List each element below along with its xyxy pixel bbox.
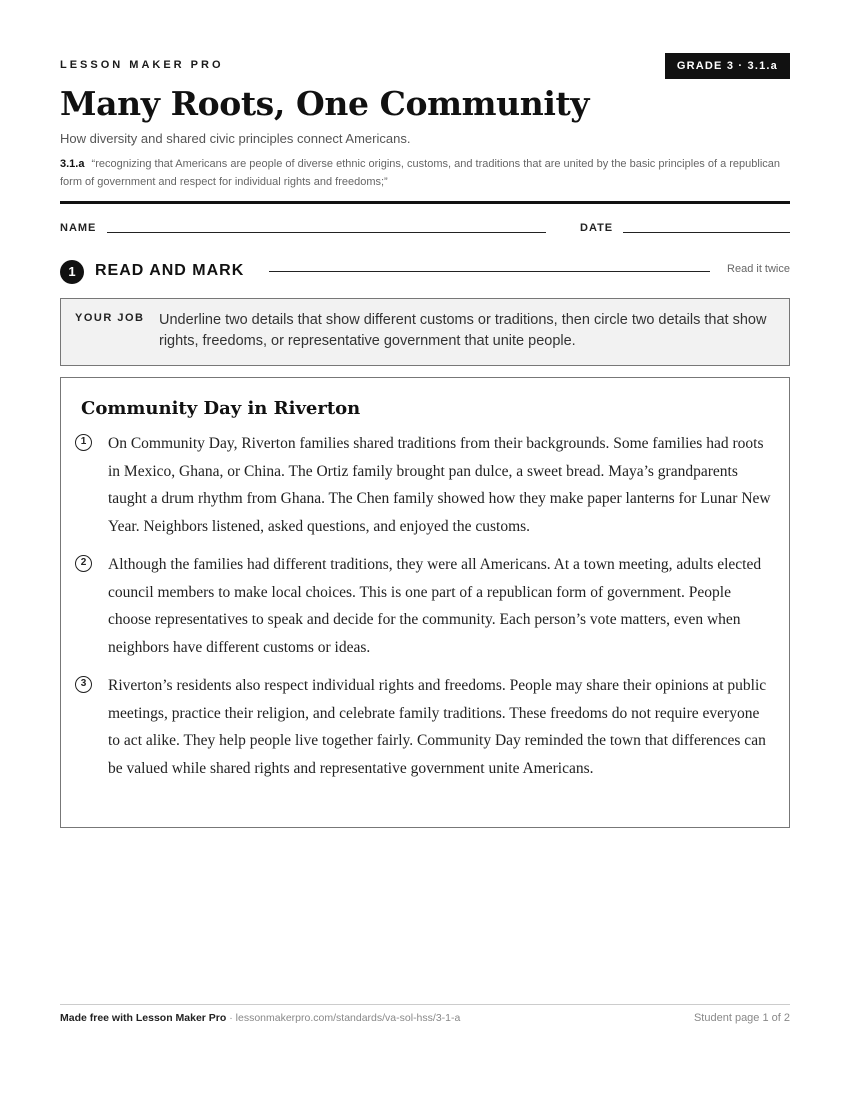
instructions-text: Underline two details that show different customs or traditions, then circle two details that show rights, freedoms, or representative government that unite people. [159, 312, 767, 349]
footer-separator: · [226, 1012, 236, 1024]
header-divider [60, 201, 790, 204]
section-number-badge: 1 [60, 260, 84, 284]
date-field-line[interactable] [623, 232, 790, 233]
grade-badge: GRADE 3 · 3.1.a [665, 53, 790, 79]
section-note: Read it twice [727, 263, 790, 275]
paragraph-1: On Community Day, Riverton families shared traditions from their backgrounds. Some families had roots in Mexico, Ghana, or China. The Ortiz family brought pan dulce, a sweet bread. Maya’s grandparents taught a drum rhythm from Ghana. The Chen family showed how they make paper lanterns for Lunar New Year. Neighbors listened, asked questions, and enjoyed the customs. [108, 435, 771, 536]
page-subtitle: How diversity and shared civic principles connect Americans. [60, 131, 411, 146]
paragraph-2: Although the families had different traditions, they were all Americans. At a town meeting, adults elected council members to make local choices. This is one part of a republican form of government. People choose representatives to speak and decide for the community. Each person’s vote matters, even when neighbors have different customs or ideas. [108, 556, 762, 657]
standard-statement [60, 155, 790, 191]
passage-title: Community Day in Riverton [81, 398, 361, 419]
worksheet-page [60, 0, 790, 1100]
footer-made-label: Made free with Lesson Maker Pro [60, 1012, 227, 1024]
name-field-line[interactable] [107, 232, 546, 233]
footer-divider [60, 1004, 790, 1005]
page-indicator: Student page 1 of 2 [693, 1012, 790, 1024]
standard-code: 3.1.a [60, 158, 85, 170]
instructions-label: YOUR JOB [75, 312, 145, 324]
paragraph-number-2: 2 [75, 555, 92, 572]
paragraph-3: Riverton’s residents also respect individual rights and freedoms. People may share their opinions at public meetings, practice their religion, and celebrate family traditions. These freedoms do not require everyone to act alike. They help people live together fairly. Community Day reminded the town that differences can be valued while shared rights and representative government unite Americans. [108, 677, 767, 778]
section-divider [269, 271, 710, 272]
name-label: NAME [60, 222, 97, 234]
footer-url[interactable]: lessonmakerpro.com/standards/va-sol-hss/3-1-a [235, 1012, 461, 1024]
date-label: DATE [580, 222, 614, 234]
footer-credit [60, 1012, 460, 1024]
page-title: Many Roots, One Community [60, 84, 590, 123]
standard-text: “recognizing that Americans are people of diverse ethnic origins, customs, and traditions that are united by the basic principles of a republican form of government and respect for individual rights and freedoms;” [60, 158, 781, 188]
brand-name: LESSON MAKER PRO [60, 59, 224, 71]
section-title: READ AND MARK [95, 262, 245, 279]
paragraph-number-1: 1 [75, 434, 92, 451]
instructions-box [60, 298, 790, 366]
paragraph-number-3: 3 [75, 676, 92, 693]
reading-passage [60, 377, 790, 828]
